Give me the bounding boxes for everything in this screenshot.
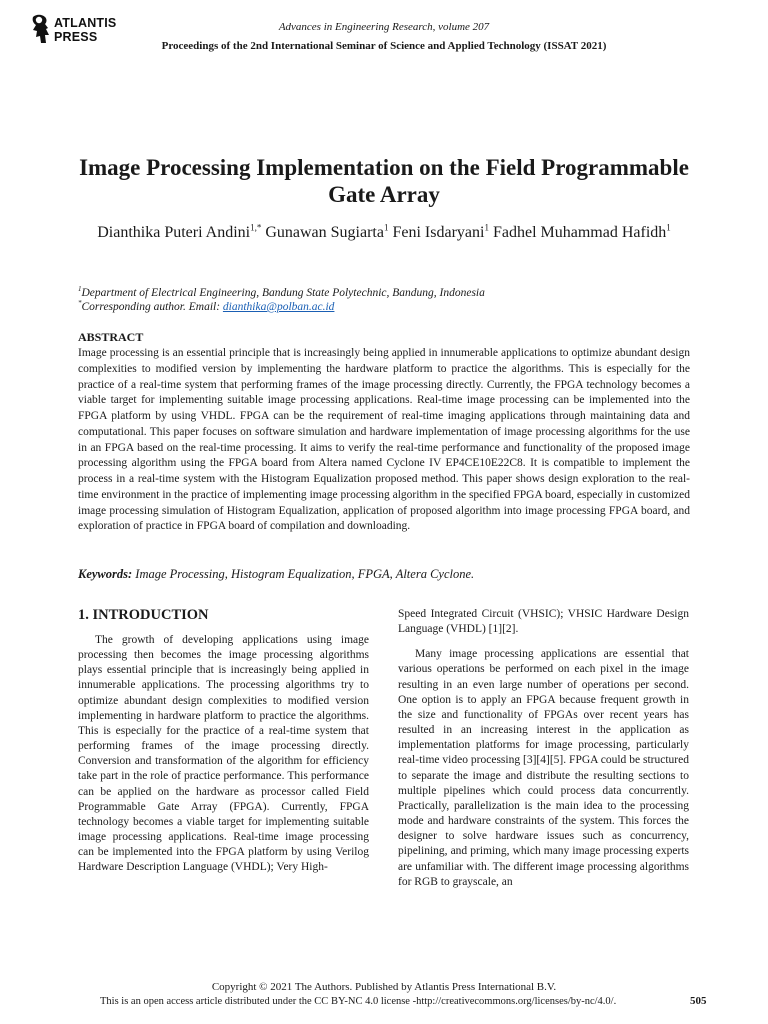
author-name: Fadhel Muhammad Hafidh bbox=[492, 224, 667, 241]
paragraph: The growth of developing applications using image processing then becomes the image processing algorithms plays essential principle that is increasingly being applied in innumerable applications. The processing algorithms try to optimize abundant design complexities to modified version implementing in hardware platform to practice the algorithms. This is especially for the practice of a real-time system that performing frames of the image processing directly. Conversion and transformation of the algorithm for efficiency take part in the role of practice performance. This performance can be applied on the hardware as processor called Field Programmable Gate Array (FPGA). Currently, FPGA technology becomes a viable target for implementing suitable image processing applications. Real-time image processing can be implemented into the FPGA platform by using Verilog Hardware Description Language (VHDL); Very High- bbox=[78, 634, 369, 874]
series-header: Advances in Engineering Research, volume 207 bbox=[278, 21, 490, 33]
publisher-logo-text: ATLANTIS PRESS bbox=[54, 16, 117, 44]
abstract-text: Image processing is an essential principle that is increasingly being applied in innumerable applications to optimize abundant design complexities to modified version by implementing the hardware platform to practice the algorithms. This is especially for the practice of a real-time system that performing frames of the image processing directly. Currently, the FPGA technology becomes a viable target for implementing suitable image processing applications. Real-time image processing can be implemented into the FPGA platform by using VHDL. FPGA can be the requirement of real-time imaging applications through maintaining data and computational. This paper focuses on software simulation and hardware implementation of image processing algorithms for the use in an FPGA based on the real-time processing. It aims to verify the real-time performance and functionality of the proposed image processing algorithm using the FPGA board from Altera named Cyclone IV EP4CE10E22C8. It is compatible to implement the process in a real-time system with the Histogram Equalization proposed method. This paper shows design exploration to the real-time environment in the practice of implementing image processing algorithm in the specified FPGA board, especially in customized image processing simulation of Histogram Equalization, application of proposed algorithm into image processing FPGA board, and exploration of practice in FPGA board of compilation and downloading. bbox=[78, 347, 690, 533]
author-name: Gunawan Sugiarta bbox=[265, 224, 384, 241]
author-affiliation-mark: 1,* bbox=[250, 222, 262, 233]
author-affiliation-mark: 1 bbox=[484, 222, 489, 233]
affiliation-block bbox=[78, 286, 485, 314]
paper-title: Image Processing Implementation on the Field Programmable Gate Array bbox=[79, 155, 689, 207]
proceedings-header: Proceedings of the 2nd International Seminar of Science and Applied Technology (ISSAT 2021) bbox=[161, 40, 607, 52]
corresponding-author-line: *Corresponding author. Email: dianthika@polban.ac.id bbox=[78, 299, 335, 313]
paragraph: Speed Integrated Circuit (VHSIC); VHSIC Hardware Design Language (VHDL) [1][2]. bbox=[398, 608, 689, 636]
keywords-label: Keywords: bbox=[78, 567, 133, 581]
page-number: 505 bbox=[690, 995, 707, 1007]
author-affiliation-mark: 1 bbox=[383, 222, 389, 233]
license-notice: This is an open access article distributed under the CC BY-NC 4.0 license -http://creativecommons.org/licenses/by-nc/4.0/. bbox=[100, 996, 617, 1007]
section-heading-introduction: 1. INTRODUCTION bbox=[78, 607, 209, 623]
keywords-line bbox=[78, 567, 474, 582]
affiliation-line: $^1$Department of Electrical Engineering, Bandung State Polytechnic, Bandung, Indonesia bbox=[78, 285, 485, 299]
copyright-notice: Copyright © 2021 The Authors. Published by Atlantis Press International B.V. bbox=[211, 981, 557, 993]
author-name: Dianthika Puteri Andini bbox=[97, 224, 251, 241]
author-list bbox=[70, 219, 698, 246]
author-name: Feni Isdaryani bbox=[392, 224, 485, 241]
author-affiliation-mark: 1 bbox=[666, 222, 671, 233]
abstract-heading: ABSTRACT bbox=[78, 330, 144, 344]
left-column bbox=[78, 633, 369, 876]
right-column bbox=[398, 607, 689, 890]
author-email-link[interactable]: dianthika@polban.ac.id bbox=[222, 301, 335, 313]
paragraph: Many image processing applications are essential that various operations be performed on each pixel in the image resulting in an even large number of operations per second. One option is to apply an FPGA because frequent growth in the size and functionality of FPGAs over recent years has resulted in an increasing interest in the application as implementation platforms for image processing, particularly real-time video processing [3][4][5]. FPGA could be structured to separate the image and distribute the resulting sections to multiple pipelines which could process data concurrently. Practically, parallelization is the main idea to the processing mode and hardware constraints of the system. This forces the designer to solve hardware issues such as concurrency, pipelining, and priming, which many image processing experts are unfamiliar with. The different image processing algorithms for RGB to grayscale, an bbox=[398, 648, 689, 888]
keywords-text: Image Processing, Histogram Equalization, FPGA, Altera Cyclone. bbox=[135, 567, 475, 581]
